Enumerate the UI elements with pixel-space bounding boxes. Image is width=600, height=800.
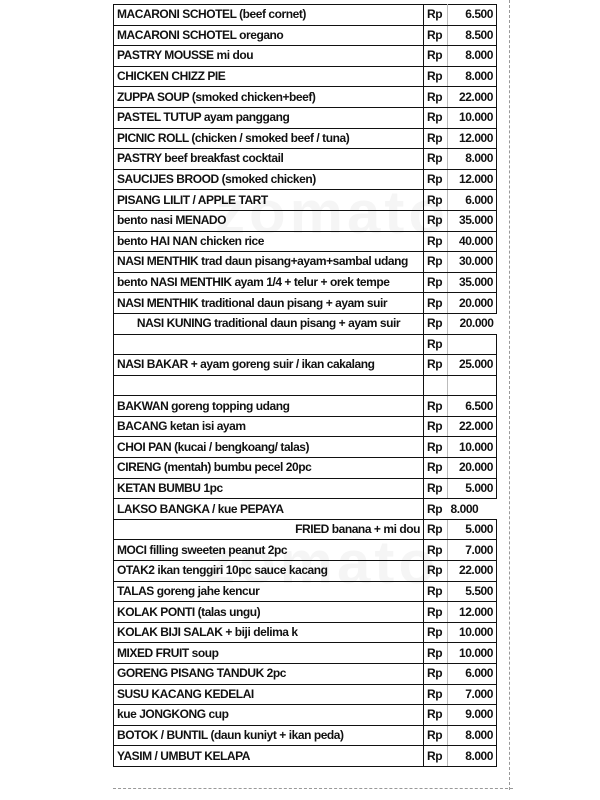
item-price: 5.500 [448, 581, 497, 602]
menu-row [114, 602, 497, 623]
item-name: KETAN BUMBU 1pc [114, 478, 424, 499]
item-name: KOLAK PONTI (talas ungu) [114, 602, 424, 623]
item-name: NASI KUNING traditional daun pisang + ayam suir [114, 313, 424, 334]
menu-row [114, 252, 497, 273]
currency-label: Rp [424, 128, 448, 149]
item-name: PASTRY beef breakfast cocktail [114, 149, 424, 170]
menu-row [114, 66, 497, 87]
currency-label [424, 375, 448, 396]
menu-row [114, 46, 497, 67]
menu-row [114, 169, 497, 190]
menu-row [114, 107, 497, 128]
menu-price-table [113, 4, 497, 767]
currency-label: Rp [424, 643, 448, 664]
item-price [448, 334, 497, 355]
item-price: 22.000 [448, 87, 497, 108]
item-price: 6.000 [448, 664, 497, 685]
item-name: bento HAI NAN chicken rice [114, 231, 424, 252]
item-price: 5.000 [448, 519, 497, 540]
page-bottom-dashed-line [113, 788, 513, 789]
item-name: SAUCIJES BROOD (smoked chicken) [114, 169, 424, 190]
menu-row [114, 128, 497, 149]
menu-row [114, 622, 497, 643]
page-edge-dashed-line [509, 0, 510, 790]
menu-row [114, 725, 497, 746]
item-price: 5.000 [448, 478, 497, 499]
item-price: 7.000 [448, 540, 497, 561]
item-name [114, 334, 424, 355]
currency-label: Rp [424, 746, 448, 767]
item-name: TALAS goreng jahe kencur [114, 581, 424, 602]
item-name: GORENG PISANG TANDUK 2pc [114, 664, 424, 685]
currency-label: Rp [424, 664, 448, 685]
currency-label: Rp [424, 313, 448, 334]
menu-row [114, 87, 497, 108]
item-price: 8.500 [448, 25, 497, 46]
item-name: PICNIC ROLL (chicken / smoked beef / tuna) [114, 128, 424, 149]
item-name: ZUPPA SOUP (smoked chicken+beef) [114, 87, 424, 108]
item-name: CHICKEN CHIZZ PIE [114, 66, 424, 87]
currency-label: Rp [424, 107, 448, 128]
currency-label: Rp [424, 169, 448, 190]
menu-row [114, 746, 497, 767]
menu-row [114, 272, 497, 293]
item-name: MIXED FRUIT soup [114, 643, 424, 664]
item-price: 20.000 [448, 293, 497, 314]
item-price: 12.000 [448, 602, 497, 623]
item-name: bento nasi MENADO [114, 210, 424, 231]
item-price: 22.000 [448, 561, 497, 582]
item-name: CIRENG (mentah) bumbu pecel 20pc [114, 458, 424, 479]
menu-row [114, 581, 497, 602]
currency-label: Rp [424, 602, 448, 623]
menu-row [114, 231, 497, 252]
item-price: 10.000 [448, 622, 497, 643]
item-price: 6.000 [448, 190, 497, 211]
currency-label: Rp [424, 684, 448, 705]
currency-label: Rp [424, 478, 448, 499]
currency-label: Rp [424, 519, 448, 540]
menu-row [114, 519, 497, 540]
item-name: PASTRY MOUSSE mi dou [114, 46, 424, 67]
item-name: NASI MENTHIK traditional daun pisang + ayam suir [114, 293, 424, 314]
item-price: 7.000 [448, 684, 497, 705]
currency-label: Rp [424, 5, 448, 26]
item-name: NASI MENTHIK trad daun pisang+ayam+sambal udang [114, 252, 424, 273]
item-name: SUSU KACANG KEDELAI [114, 684, 424, 705]
menu-row [114, 190, 497, 211]
item-price: 25.000 [448, 355, 497, 376]
item-name: FRIED banana + mi dou [114, 519, 424, 540]
item-name: BAKWAN goreng topping udang [114, 396, 424, 417]
item-price: 6.500 [448, 5, 497, 26]
item-price: 30.000 [448, 252, 497, 273]
menu-row [114, 396, 497, 417]
item-name: CHOI PAN (kucai / bengkoang/ talas) [114, 437, 424, 458]
menu-row [114, 293, 497, 314]
currency-label: Rp [424, 149, 448, 170]
currency-label: Rp [424, 705, 448, 726]
currency-label: Rp [424, 66, 448, 87]
item-price: 20.000 [448, 313, 497, 334]
menu-row [114, 375, 497, 396]
currency-label: Rp [424, 231, 448, 252]
item-name: YASIM / UMBUT KELAPA [114, 746, 424, 767]
currency-label: Rp [424, 499, 448, 520]
currency-label: Rp [424, 293, 448, 314]
item-price: 8.000 [448, 499, 497, 520]
menu-row [114, 540, 497, 561]
menu-row [114, 5, 497, 26]
item-name: kue JONGKONG cup [114, 705, 424, 726]
item-name: OTAK2 ikan tenggiri 10pc sauce kacang [114, 561, 424, 582]
menu-row [114, 643, 497, 664]
currency-label: Rp [424, 46, 448, 67]
currency-label: Rp [424, 581, 448, 602]
menu-row [114, 416, 497, 437]
menu-row [114, 458, 497, 479]
currency-label: Rp [424, 210, 448, 231]
item-price: 40.000 [448, 231, 497, 252]
item-name: NASI BAKAR + ayam goreng suir / ikan cakalang [114, 355, 424, 376]
currency-label: Rp [424, 561, 448, 582]
item-name: PISANG LILIT / APPLE TART [114, 190, 424, 211]
currency-label: Rp [424, 416, 448, 437]
item-price [448, 375, 497, 396]
item-price: 9.000 [448, 705, 497, 726]
currency-label: Rp [424, 190, 448, 211]
item-price: 35.000 [448, 272, 497, 293]
menu-row [114, 313, 497, 334]
item-price: 8.000 [448, 725, 497, 746]
item-name: bento NASI MENTHIK ayam 1/4 + telur + orek tempe [114, 272, 424, 293]
item-price: 12.000 [448, 128, 497, 149]
currency-label: Rp [424, 25, 448, 46]
item-name: MACARONI SCHOTEL oregano [114, 25, 424, 46]
item-price: 10.000 [448, 437, 497, 458]
menu-row [114, 684, 497, 705]
item-name: PASTEL TUTUP ayam panggang [114, 107, 424, 128]
currency-label: Rp [424, 540, 448, 561]
item-price: 22.000 [448, 416, 497, 437]
menu-row [114, 210, 497, 231]
item-price: 8.000 [448, 746, 497, 767]
item-price: 8.000 [448, 46, 497, 67]
item-price: 10.000 [448, 643, 497, 664]
item-name: MOCI filling sweeten peanut 2pc [114, 540, 424, 561]
menu-row [114, 561, 497, 582]
currency-label: Rp [424, 87, 448, 108]
item-price: 8.000 [448, 66, 497, 87]
menu-row [114, 25, 497, 46]
item-price: 10.000 [448, 107, 497, 128]
menu-row [114, 705, 497, 726]
item-name: LAKSO BANGKA / kue PEPAYA [114, 499, 424, 520]
item-price: 6.500 [448, 396, 497, 417]
currency-label: Rp [424, 334, 448, 355]
menu-row [114, 355, 497, 376]
currency-label: Rp [424, 272, 448, 293]
item-name: MACARONI SCHOTEL (beef cornet) [114, 5, 424, 26]
item-name: BACANG ketan isi ayam [114, 416, 424, 437]
item-price: 20.000 [448, 458, 497, 479]
menu-row [114, 499, 497, 520]
item-name: KOLAK BIJI SALAK + biji delima k [114, 622, 424, 643]
menu-row [114, 478, 497, 499]
currency-label: Rp [424, 725, 448, 746]
currency-label: Rp [424, 252, 448, 273]
menu-row [114, 664, 497, 685]
currency-label: Rp [424, 458, 448, 479]
item-price: 8.000 [448, 149, 497, 170]
menu-row [114, 334, 497, 355]
item-name: BOTOK / BUNTIL (daun kuniyt + ikan peda) [114, 725, 424, 746]
item-price: 12.000 [448, 169, 497, 190]
item-name [114, 375, 424, 396]
currency-label: Rp [424, 396, 448, 417]
menu-row [114, 149, 497, 170]
currency-label: Rp [424, 622, 448, 643]
menu-row [114, 437, 497, 458]
item-price: 35.000 [448, 210, 497, 231]
currency-label: Rp [424, 355, 448, 376]
currency-label: Rp [424, 437, 448, 458]
